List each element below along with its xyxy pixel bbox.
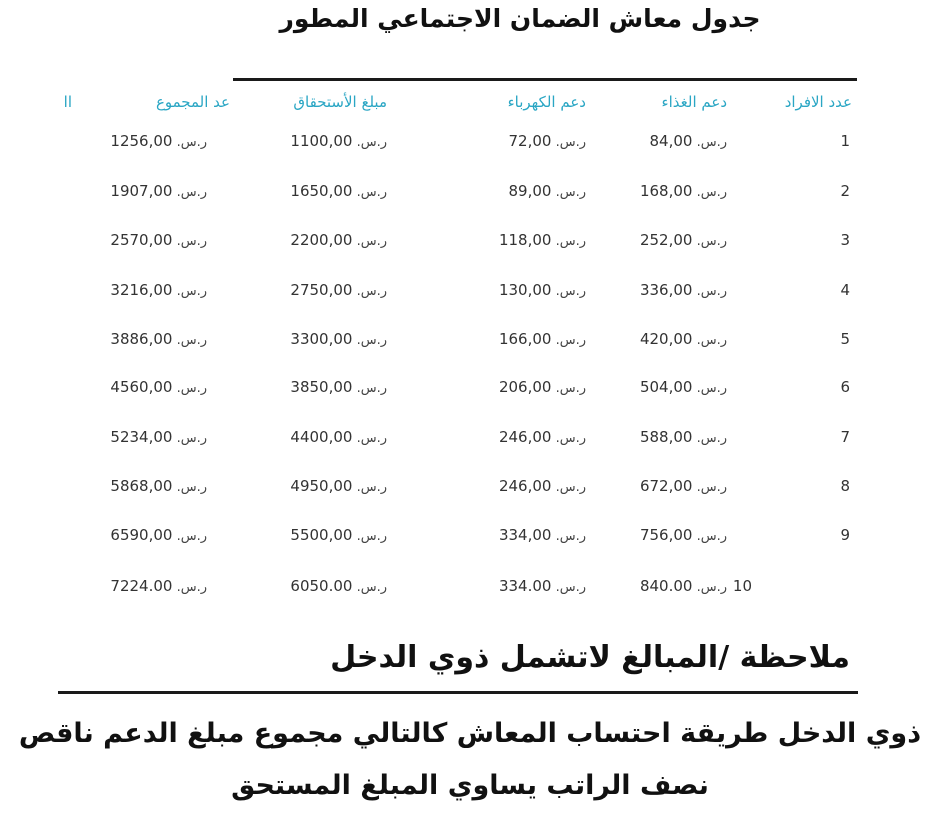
cell-electricity <box>499 477 586 495</box>
cell-members: 10 <box>732 577 752 595</box>
cell-food <box>640 477 727 495</box>
currency-label: ر.س. <box>551 381 586 396</box>
cell-food <box>640 428 727 446</box>
cell-total <box>110 378 207 396</box>
cell-electricity <box>499 281 586 299</box>
header-members: عدد الافراد <box>784 93 852 111</box>
cell-value: 334.00 <box>498 577 552 595</box>
currency-label: ر.س. <box>692 529 727 544</box>
cell-members: 1 <box>840 132 850 150</box>
cell-entitlement <box>290 182 387 200</box>
cell-value: 118,00 <box>498 231 552 249</box>
currency-label: ر.س. <box>172 185 207 200</box>
cell-electricity <box>499 428 586 446</box>
currency-label: ر.س. <box>692 480 727 495</box>
cell-total <box>110 428 207 446</box>
cell-members: 4 <box>840 281 850 299</box>
cell-value: 6050.00 <box>290 577 353 595</box>
calculation-explanation: ذوي الدخل طريقة احتساب المعاش كالتالي مجموع مبلغ الدعم ناقص نصف الراتب يساوي المبلغ المستحق <box>18 718 922 801</box>
cell-value: 246,00 <box>498 428 552 446</box>
cell-total <box>110 577 207 595</box>
cell-value: 336,00 <box>639 281 693 299</box>
cell-value: 206,00 <box>498 378 552 396</box>
currency-label: ر.س. <box>551 234 586 249</box>
cell-food <box>640 577 727 595</box>
currency-label: ر.س. <box>551 135 586 150</box>
table-row <box>0 132 942 156</box>
currency-label: ر.س. <box>692 185 727 200</box>
cell-entitlement <box>290 378 387 396</box>
table-row <box>0 526 942 550</box>
table-top-rule <box>233 78 857 81</box>
cell-value: 89,00 <box>508 182 552 200</box>
cell-members: 9 <box>840 526 850 544</box>
cell-entitlement <box>290 526 387 544</box>
cell-value: 504,00 <box>639 378 693 396</box>
table-row <box>0 281 942 305</box>
currency-label: ر.س. <box>551 431 586 446</box>
cell-food <box>640 182 727 200</box>
cell-value: 5234,00 <box>110 428 173 446</box>
cell-value: 1907,00 <box>110 182 173 200</box>
currency-label: ر.س. <box>692 381 727 396</box>
currency-label: ر.س. <box>352 480 387 495</box>
currency-label: ر.س. <box>352 185 387 200</box>
cell-electricity <box>499 330 586 348</box>
cell-total <box>110 281 207 299</box>
cell-food <box>640 231 727 249</box>
table-row <box>0 182 942 206</box>
note-heading: ملاحظة /المبالغ لاتشمل ذوي الدخل <box>330 640 850 675</box>
currency-label: ر.س. <box>551 333 586 348</box>
cell-value: 4560,00 <box>110 378 173 396</box>
cell-food <box>640 330 727 348</box>
currency-label: ر.س. <box>172 431 207 446</box>
cell-value: 334,00 <box>498 526 552 544</box>
currency-label: ر.س. <box>352 135 387 150</box>
cell-members: 6 <box>840 378 850 396</box>
currency-label: ر.س. <box>692 234 727 249</box>
cell-members: 2 <box>840 182 850 200</box>
cell-total <box>110 182 207 200</box>
cell-entitlement <box>290 477 387 495</box>
note-rule <box>58 691 858 694</box>
cell-value: 756,00 <box>639 526 693 544</box>
cell-total <box>110 330 207 348</box>
header-electricity: دعم الكهرباء <box>507 93 586 111</box>
cell-value: 1256,00 <box>110 132 173 150</box>
cell-value: 168,00 <box>639 182 693 200</box>
cell-food <box>650 132 728 150</box>
cell-value: 2570,00 <box>110 231 173 249</box>
cell-value: 3886,00 <box>110 330 173 348</box>
currency-label: ر.س. <box>352 529 387 544</box>
cell-value: 840.00 <box>639 577 693 595</box>
cell-value: 3850,00 <box>290 378 353 396</box>
cell-value: 166,00 <box>498 330 552 348</box>
cell-electricity <box>509 182 587 200</box>
currency-label: ر.س. <box>352 431 387 446</box>
currency-label: ر.س. <box>692 431 727 446</box>
cell-value: 5500,00 <box>290 526 353 544</box>
cell-food <box>640 526 727 544</box>
cell-members: 3 <box>840 231 850 249</box>
cell-entitlement <box>290 428 387 446</box>
cell-value: 4400,00 <box>290 428 353 446</box>
cell-electricity <box>509 132 587 150</box>
cell-electricity <box>499 378 586 396</box>
cell-total <box>110 477 207 495</box>
cell-value: 2200,00 <box>290 231 353 249</box>
cell-value: 246,00 <box>498 477 552 495</box>
cell-value: 252,00 <box>639 231 693 249</box>
cell-value: 4950,00 <box>290 477 353 495</box>
currency-label: ر.س. <box>172 529 207 544</box>
currency-label: ر.س. <box>172 234 207 249</box>
currency-label: ر.س. <box>352 580 387 595</box>
table-row <box>0 378 942 402</box>
currency-label: ر.س. <box>352 381 387 396</box>
cell-value: 3300,00 <box>290 330 353 348</box>
table-row <box>0 577 942 601</box>
currency-label: ر.س. <box>172 580 207 595</box>
currency-label: ر.س. <box>172 333 207 348</box>
currency-label: ر.س. <box>692 333 727 348</box>
cell-electricity <box>499 231 586 249</box>
cell-members: 5 <box>840 330 850 348</box>
currency-label: ر.س. <box>172 135 207 150</box>
currency-label: ر.س. <box>551 529 586 544</box>
cell-food <box>640 378 727 396</box>
cell-entitlement <box>290 132 387 150</box>
cell-entitlement <box>290 281 387 299</box>
table-row <box>0 477 942 501</box>
header-entitlement: مبلغ الأستحقاق <box>293 93 387 111</box>
cell-electricity <box>499 577 586 595</box>
cell-value: 72,00 <box>508 132 552 150</box>
header-food: دعم الغذاء <box>661 93 727 111</box>
currency-label: ر.س. <box>551 580 586 595</box>
cell-value: 130,00 <box>498 281 552 299</box>
cell-members: 7 <box>840 428 850 446</box>
cell-members: 8 <box>840 477 850 495</box>
cell-value: 2750,00 <box>290 281 353 299</box>
header-total: عد المجموع <box>155 93 230 111</box>
currency-label: ر.س. <box>551 284 586 299</box>
currency-label: ر.س. <box>551 185 586 200</box>
cell-total <box>110 231 207 249</box>
currency-label: ر.س. <box>172 381 207 396</box>
cell-value: 672,00 <box>639 477 693 495</box>
currency-label: ر.س. <box>352 333 387 348</box>
currency-label: ر.س. <box>692 135 727 150</box>
cell-value: 7224.00 <box>110 577 173 595</box>
cell-value: 1650,00 <box>290 182 353 200</box>
cell-value: 5868,00 <box>110 477 173 495</box>
cell-total <box>110 132 207 150</box>
cell-entitlement <box>290 330 387 348</box>
cell-value: 84,00 <box>649 132 693 150</box>
cell-value: 1100,00 <box>290 132 353 150</box>
cell-value: 420,00 <box>639 330 693 348</box>
table-row <box>0 231 942 255</box>
currency-label: ر.س. <box>172 284 207 299</box>
cell-electricity <box>499 526 586 544</box>
page-title: جدول معاش الضمان الاجتماعي المطور <box>279 4 761 33</box>
table-row <box>0 330 942 354</box>
cell-food <box>640 281 727 299</box>
cell-total <box>110 526 207 544</box>
cell-entitlement <box>290 231 387 249</box>
table-row <box>0 428 942 452</box>
currency-label: ر.س. <box>352 284 387 299</box>
header-marker: اا <box>63 93 72 111</box>
currency-label: ر.س. <box>692 580 727 595</box>
cell-value: 3216,00 <box>110 281 173 299</box>
currency-label: ر.س. <box>692 284 727 299</box>
cell-value: 6590,00 <box>110 526 173 544</box>
currency-label: ر.س. <box>551 480 586 495</box>
currency-label: ر.س. <box>352 234 387 249</box>
cell-entitlement <box>290 577 387 595</box>
currency-label: ر.س. <box>172 480 207 495</box>
cell-value: 588,00 <box>639 428 693 446</box>
